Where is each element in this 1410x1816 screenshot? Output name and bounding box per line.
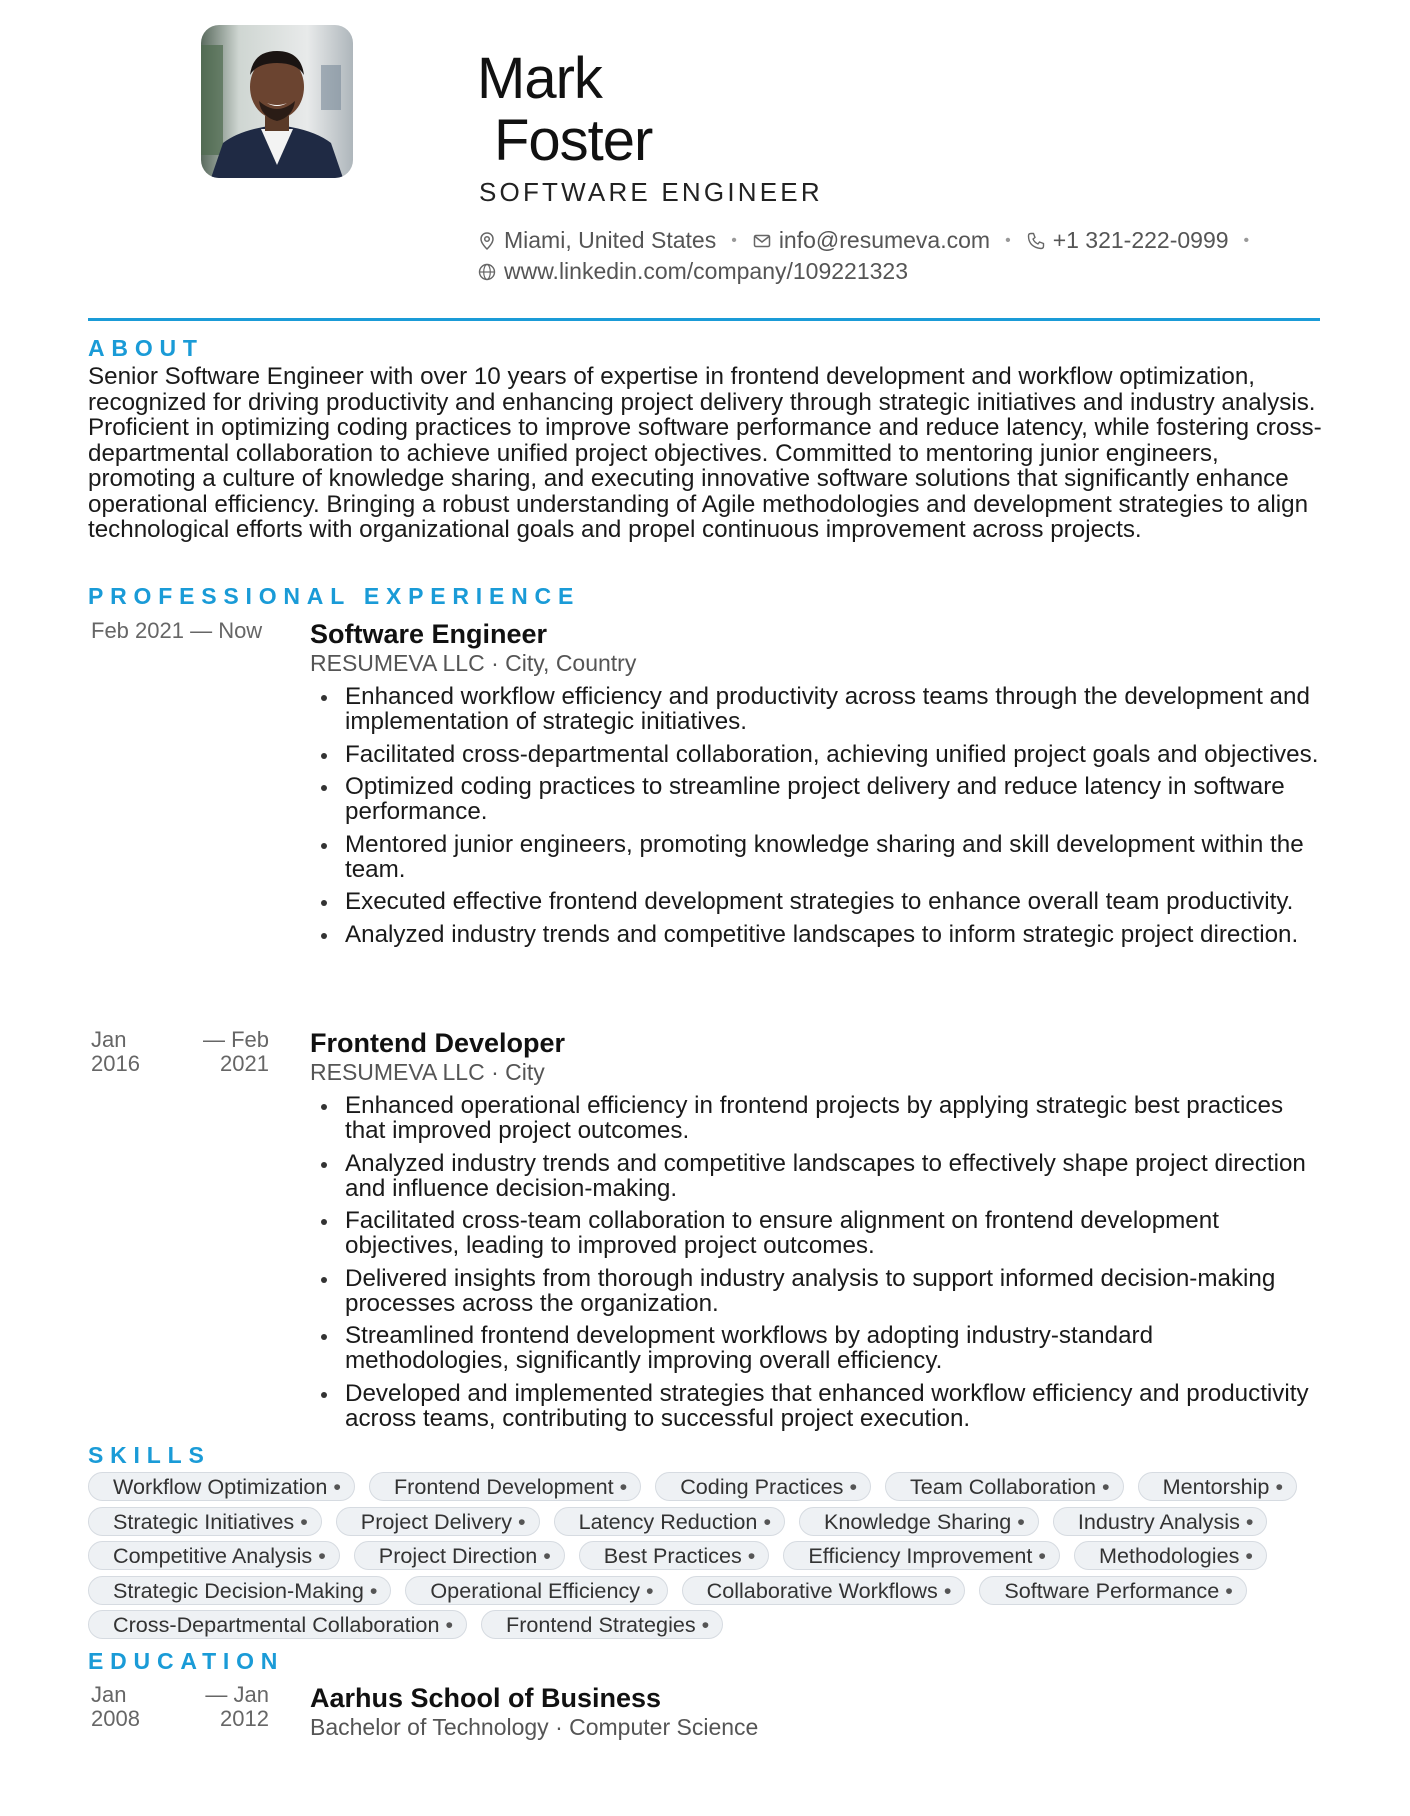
- contact-row-1: [477, 225, 1317, 256]
- job-title: SOFTWARE ENGINEER: [479, 177, 823, 207]
- skill-label: Strategic Initiatives: [113, 1508, 295, 1534]
- job-bullets: [310, 684, 1320, 947]
- skill-label: Project Delivery: [360, 1508, 512, 1534]
- profile-photo-image: [201, 25, 353, 178]
- phone-icon: [1026, 231, 1046, 251]
- skill-bullet: •: [943, 1577, 952, 1603]
- job-bullet: Facilitated cross-departmental collaboration, achieving unified project goals and objectives.: [310, 742, 1320, 767]
- skill-tag: [885, 1472, 1124, 1501]
- job-bullet: Analyzed industry trends and competitive landscapes to inform strategic project direction.: [310, 922, 1320, 947]
- skill-label: Competitive Analysis: [113, 1543, 313, 1568]
- skill-tag: [88, 1576, 391, 1605]
- last-name: Foster: [494, 108, 653, 173]
- date-from-month: Jan: [91, 1027, 127, 1052]
- skill-tag: [88, 1610, 467, 1639]
- skill-bullet: •: [1245, 1508, 1254, 1534]
- job-bullet: Developed and implemented strategies that enhanced workflow efficiency and productivity across teams, contributing to successful project execution.: [310, 1381, 1320, 1431]
- skill-tag: [799, 1507, 1039, 1536]
- skill-label: Workflow Optimization: [113, 1474, 328, 1499]
- education-dates: [91, 1683, 281, 1731]
- skill-tag: [336, 1507, 540, 1536]
- date-to-year: 2012: [220, 1706, 269, 1731]
- website-text[interactable]: www.linkedin.com/company/109221323: [504, 258, 909, 284]
- job-bullet: Delivered insights from thorough industry analysis to support informed decision-making processes across the organization.: [310, 1266, 1320, 1316]
- skill-bullet: •: [1038, 1543, 1046, 1568]
- skills-list: [88, 1472, 1328, 1639]
- skill-label: Best Practices: [603, 1543, 742, 1568]
- skill-bullet: •: [1225, 1577, 1233, 1603]
- skill-bullet: •: [1017, 1508, 1025, 1534]
- job-role: Frontend Developer: [310, 1028, 566, 1058]
- skill-label: Knowledge Sharing: [824, 1508, 1012, 1534]
- skill-bullet: •: [763, 1508, 771, 1534]
- job-bullet: Streamlined frontend development workflows by adopting industry-standard methodologies, significantly improving overall efficiency.: [310, 1323, 1320, 1373]
- skill-bullet: •: [543, 1543, 551, 1568]
- school-name: Aarhus School of Business: [310, 1683, 662, 1713]
- skill-label: Team Collaboration: [910, 1474, 1097, 1499]
- separator-dot: •: [1243, 232, 1250, 249]
- job-dates: [91, 1028, 281, 1076]
- skill-tag: [405, 1576, 667, 1605]
- skill-bullet: •: [1275, 1474, 1283, 1499]
- date-from-year: 2008: [91, 1706, 140, 1731]
- experience-heading: PROFESSIONAL EXPERIENCE: [88, 583, 581, 609]
- job-bullet: Enhanced operational efficiency in frontend projects by applying strategic best practices that improved project outcomes.: [310, 1093, 1320, 1143]
- skill-label: Cross-Departmental Collaboration: [113, 1612, 440, 1637]
- skill-tag: [88, 1507, 322, 1536]
- skill-tag: [1053, 1507, 1268, 1536]
- skill-tag: [1138, 1472, 1297, 1501]
- skill-tag: [369, 1472, 641, 1501]
- skill-bullet: •: [747, 1543, 756, 1568]
- location-pin-icon: [477, 231, 497, 251]
- date-from-month: Jan: [91, 1682, 127, 1707]
- mail-icon: [752, 231, 772, 251]
- skill-tag: [579, 1541, 770, 1570]
- job-bullet: Mentored junior engineers, promoting knowledge sharing and skill development within the team.: [310, 832, 1320, 882]
- first-name: Mark: [477, 46, 602, 111]
- about-heading: ABOUT: [88, 335, 204, 361]
- skill-label: Industry Analysis: [1077, 1508, 1240, 1534]
- skill-tag: [655, 1472, 871, 1501]
- separator-dot: •: [731, 232, 737, 249]
- skill-label: Operational Efficiency: [430, 1577, 641, 1603]
- job-body: [310, 1028, 1320, 1438]
- job-company: RESUMEVA LLC · City, Country: [310, 650, 637, 676]
- skill-label: Project Direction: [378, 1543, 538, 1568]
- job-body: [310, 619, 1320, 954]
- job-bullet: Executed effective frontend development strategies to enhance overall team productivity.: [310, 889, 1320, 914]
- skill-tag: [979, 1576, 1246, 1605]
- skills-heading: SKILLS: [88, 1442, 211, 1468]
- education-heading: EDUCATION: [88, 1648, 285, 1674]
- skill-label: Mentorship: [1162, 1474, 1270, 1499]
- candidate-name: [477, 48, 652, 172]
- skill-bullet: •: [849, 1474, 857, 1499]
- skill-tag: [1074, 1541, 1267, 1570]
- skill-tag: [783, 1541, 1060, 1570]
- skill-tag: [354, 1541, 565, 1570]
- skill-label: Frontend Strategies: [506, 1612, 696, 1637]
- skill-bullet: •: [445, 1612, 454, 1637]
- date-to-year: 2021: [220, 1051, 269, 1076]
- job-bullet: Analyzed industry trends and competitive landscapes to effectively shape project direction and influence decision-making.: [310, 1151, 1320, 1201]
- skill-bullet: •: [333, 1474, 341, 1499]
- job-role: Software Engineer: [310, 619, 548, 649]
- skill-bullet: •: [619, 1474, 628, 1499]
- skill-label: Methodologies: [1098, 1543, 1240, 1568]
- header-divider: [88, 318, 1320, 321]
- profile-photo: [201, 25, 353, 178]
- job-bullet: Facilitated cross-team collaboration to ensure alignment on frontend development objectives, leading to improved project outcomes.: [310, 1208, 1320, 1258]
- skill-bullet: •: [1245, 1543, 1253, 1568]
- skill-label: Frontend Development: [393, 1474, 614, 1499]
- globe-icon: [477, 262, 497, 282]
- skill-tag: [682, 1576, 966, 1605]
- skill-bullet: •: [518, 1508, 526, 1534]
- phone-text[interactable]: +1 321-222-0999: [1052, 227, 1229, 253]
- skill-tag: [88, 1472, 355, 1501]
- job-company: RESUMEVA LLC · City: [310, 1059, 545, 1085]
- skill-bullet: •: [1102, 1474, 1110, 1499]
- job-bullet: Enhanced workflow efficiency and productivity across teams through the development and implementation of strategic initiatives.: [310, 684, 1320, 734]
- skill-bullet: •: [369, 1577, 378, 1603]
- skill-label: Coding Practices: [680, 1474, 844, 1499]
- degree-text: Bachelor of Technology · Computer Science: [310, 1714, 759, 1740]
- skill-tag: [481, 1610, 723, 1639]
- about-text: Senior Software Engineer with over 10 years of expertise in frontend development and workflow optimization, recognized for driving productivity and enhancing project delivery through strategic initiatives and industry analysis. Proficient in optimizing coding practices to improve software performance and reduce latency, while fostering cross-departmental collaboration to achieve unified project objectives. Committed to mentoring junior engineers, promoting a culture of knowledge sharing, and executing innovative software solutions that significantly enhance operational efficiency. Bringing a robust understanding of Agile methodologies and development strategies to align technological efforts with organizational goals and propel continuous improvement across projects.: [88, 363, 1322, 543]
- separator-dot: •: [1005, 232, 1011, 249]
- skill-bullet: •: [318, 1543, 326, 1568]
- skill-label: Efficiency Improvement: [808, 1543, 1033, 1568]
- website-item[interactable]: [477, 256, 908, 287]
- email-text[interactable]: info@resumeva.com: [778, 227, 991, 253]
- email-item[interactable]: [752, 225, 990, 256]
- date-to-month: — Feb: [202, 1027, 269, 1052]
- skill-label: Strategic Decision-Making: [113, 1577, 364, 1603]
- skill-bullet: •: [701, 1612, 710, 1637]
- location-text: Miami, United States: [504, 227, 717, 253]
- contact-info: [477, 225, 1317, 287]
- skill-label: Software Performance: [1004, 1577, 1220, 1603]
- skill-label: Latency Reduction: [578, 1508, 758, 1534]
- location-item: [477, 225, 716, 256]
- phone-item[interactable]: [1026, 225, 1229, 256]
- education-body: [310, 1683, 1320, 1740]
- date-from-year: 2016: [91, 1051, 140, 1076]
- contact-row-2: [477, 256, 1317, 287]
- date-to-month: — Jan: [205, 1682, 269, 1707]
- job-bullet: Optimized coding practices to streamline project delivery and reduce latency in software performance.: [310, 774, 1320, 824]
- job-dates: Feb 2021 — Now: [91, 618, 263, 643]
- skill-label: Collaborative Workflows: [706, 1577, 938, 1603]
- skill-bullet: •: [646, 1577, 654, 1603]
- skill-tag: [88, 1541, 340, 1570]
- skill-bullet: •: [300, 1508, 308, 1534]
- job-bullets: [310, 1093, 1320, 1431]
- skill-tag: [554, 1507, 785, 1536]
